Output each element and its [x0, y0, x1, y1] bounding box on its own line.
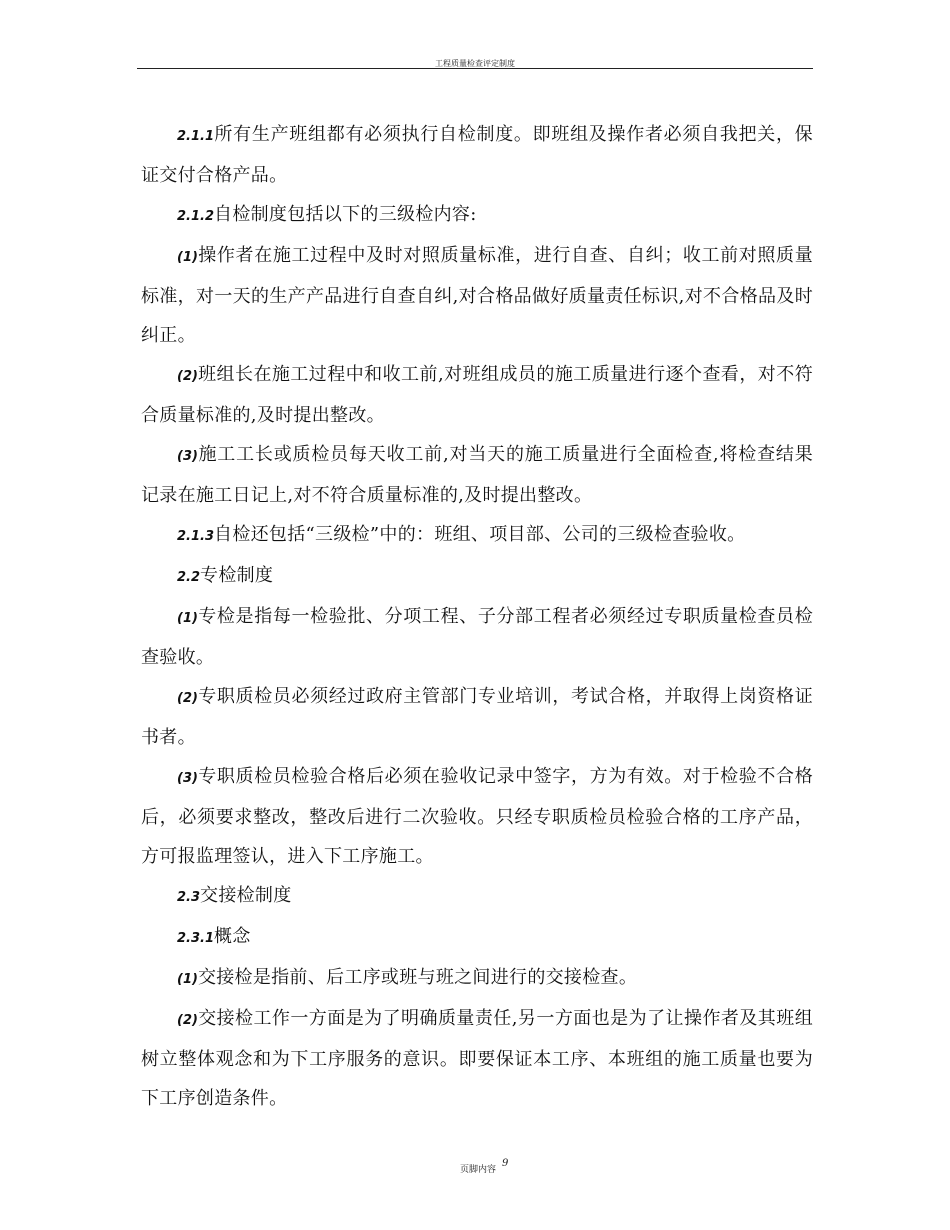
section-number: 2.2 — [177, 570, 201, 585]
page-footer — [0, 1158, 950, 1178]
paragraph — [141, 355, 813, 435]
paragraph — [141, 195, 813, 236]
paragraph — [141, 435, 813, 515]
paragraph-text: 专职质检员检验合格后必须在验收记录中签字，方为有效。对于检验不合格后，必须要求整改，整改后进行二次验收。只经专职质检员检验合格的工序产品，方可报监理签认，进入下工序施工。 — [141, 766, 813, 867]
item-number: (3) — [177, 449, 198, 464]
paragraph — [141, 958, 813, 999]
heading-text: 专检制度 — [200, 565, 274, 586]
paragraph-text: 专职质检员必须经过政府主管部门专业培训，考试合格，并取得上岗资格证书者。 — [141, 686, 813, 748]
paragraph-text: 交接检工作一方面是为了明确质量责任,另一方面也是为了让操作者及其班组树立整体观念和为下工序服务的意识。即要保证本工序、本班组的施工质量也要为下工序创造条件。 — [141, 1008, 813, 1109]
item-number: (1) — [177, 611, 198, 626]
section-number: 2.1.3 — [177, 529, 215, 544]
page-number: 9 — [502, 1158, 509, 1169]
item-number: (1) — [177, 250, 198, 265]
section-number: 2.1.1 — [177, 129, 215, 144]
item-number: (2) — [177, 369, 198, 384]
section-heading — [141, 556, 813, 597]
paragraph-text: 施工工长或质检员每天收工前,对当天的施工质量进行全面检查,将检查结果记录在施工日记上,对不符合质量标准的,及时提出整改。 — [141, 444, 813, 506]
header-title: 工程质量检查评定制度 — [435, 59, 515, 68]
header-rule — [137, 68, 813, 69]
item-number: (3) — [177, 771, 198, 786]
paragraph-text: 交接检是指前、后工序或班与班之间进行的交接检查。 — [197, 967, 638, 988]
item-number: (2) — [177, 1013, 198, 1028]
paragraph — [141, 236, 813, 355]
paragraph — [141, 757, 813, 876]
paragraph-text: 班组长在施工过程中和收工前,对班组成员的施工质量进行逐个查看，对不符合质量标准的,及时提出整改。 — [141, 364, 813, 426]
document-body — [141, 115, 813, 1118]
item-number: (2) — [177, 691, 198, 706]
item-number: (1) — [177, 972, 198, 987]
section-heading — [141, 876, 813, 917]
paragraph — [141, 677, 813, 757]
heading-text: 交接检制度 — [200, 885, 292, 906]
section-number: 2.3 — [177, 890, 201, 905]
section-heading — [141, 917, 813, 958]
paragraph-text: 专检是指每一检验批、分项工程、子分部工程者必须经过专职质量检查员检查验收。 — [141, 606, 813, 668]
paragraph-text: 自检还包括“三级检”中的：班组、项目部、公司的三级检查验收。 — [214, 524, 746, 545]
paragraph — [141, 515, 813, 556]
paragraph — [141, 999, 813, 1118]
paragraph — [141, 597, 813, 677]
paragraph — [141, 115, 813, 195]
paragraph-text: 操作者在施工过程中及时对照质量标准，进行自查、自纠；收工前对照质量标准，对一天的生产产品进行自查自纠,对合格品做好质量责任标识,对不合格品及时纠正。 — [141, 245, 813, 346]
footer-label: 页脚内容 — [460, 1165, 497, 1175]
section-number: 2.1.2 — [177, 209, 215, 224]
section-number: 2.3.1 — [177, 931, 215, 946]
heading-text: 概念 — [214, 926, 251, 947]
paragraph-text: 自检制度包括以下的三级检内容: — [214, 204, 477, 225]
paragraph-text: 所有生产班组都有必须执行自检制度。即班组及操作者必须自我把关，保证交付合格产品。 — [141, 124, 813, 186]
